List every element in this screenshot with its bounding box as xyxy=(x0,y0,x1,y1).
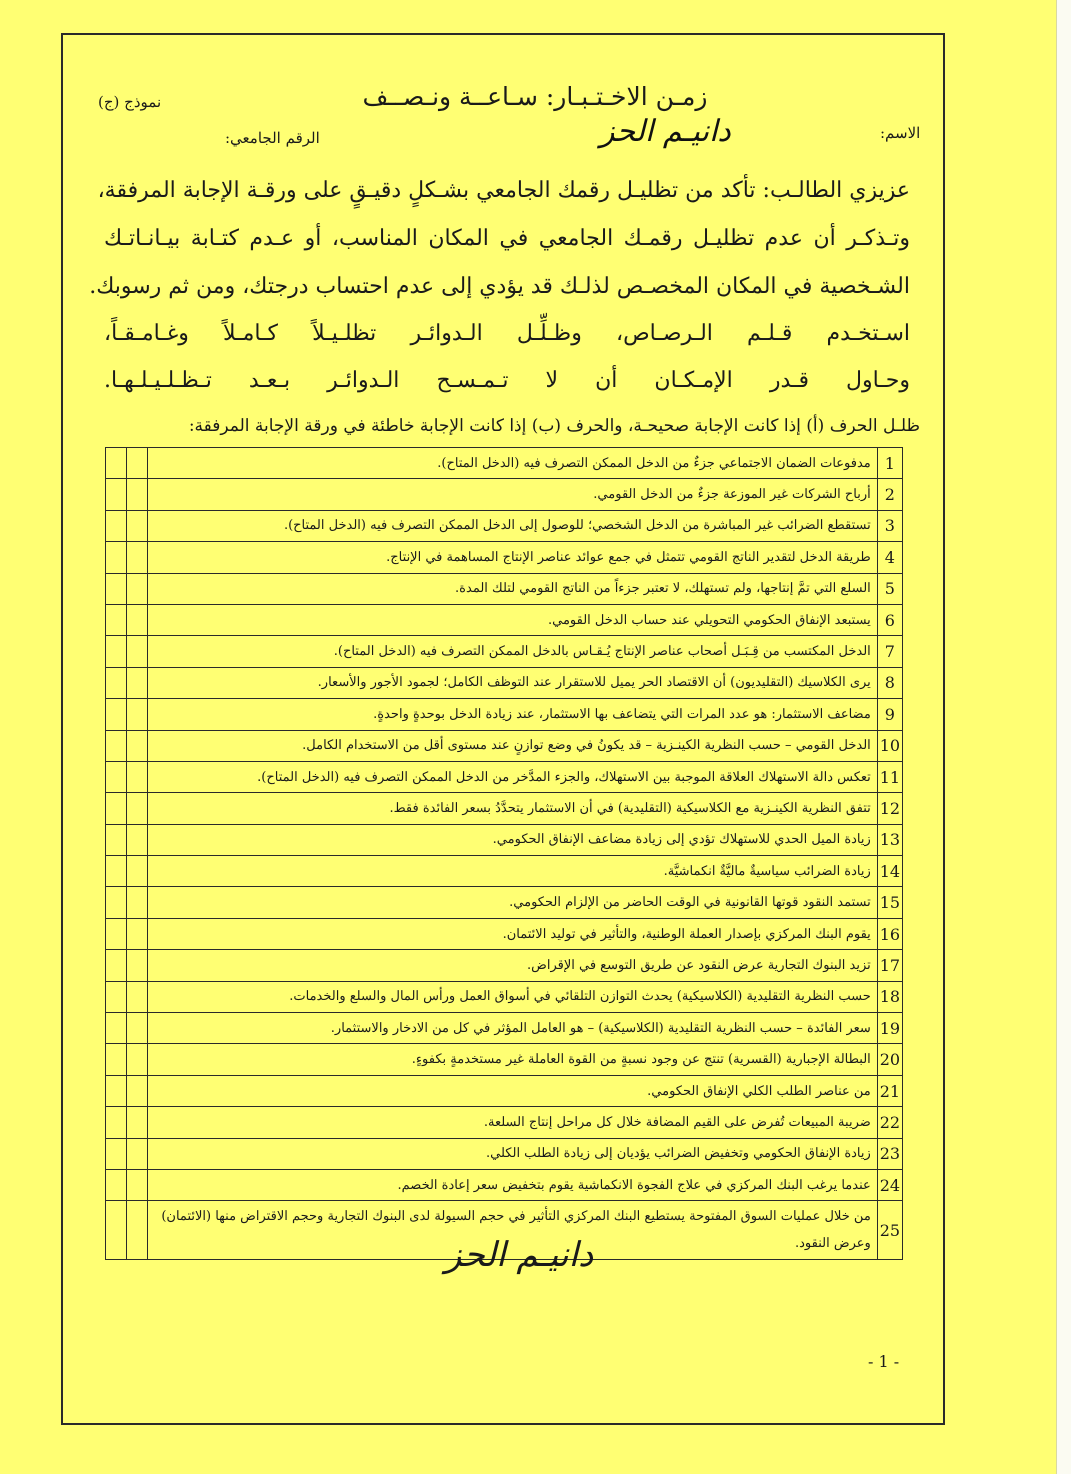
answer-cell-b xyxy=(106,1201,127,1260)
question-row xyxy=(106,479,903,510)
question-text: أرباح الشركات غير الموزعة جزءٌ من الدخل القومي. xyxy=(148,479,877,510)
answer-cell-b xyxy=(106,1075,127,1106)
question-row xyxy=(106,950,903,981)
question-row xyxy=(106,918,903,949)
answer-cell-b xyxy=(106,604,127,635)
question-row xyxy=(106,1044,903,1075)
question-text: زيادة الضرائب سياسيةٌ ماليَّةٌ انكماشيَّة. xyxy=(148,856,877,887)
exam-model-label: نموذج (ج) xyxy=(98,93,162,111)
question-text: من خلال عمليات السوق المفتوحة يستطيع البنك المركزي التأثير في حجم السيولة لدى البنوك التجارية وحجم الاقتراض منها (الائتمان) وعرض النقود. xyxy=(148,1201,877,1260)
answer-cell-b xyxy=(106,824,127,855)
question-row xyxy=(106,824,903,855)
question-row xyxy=(106,730,903,761)
answer-cell-b xyxy=(106,667,127,698)
answer-cell-b xyxy=(106,1107,127,1138)
question-number: 5 xyxy=(877,573,902,604)
answer-cell-b xyxy=(106,856,127,887)
answer-cell-a xyxy=(127,1107,148,1138)
question-text: تستقطع الضرائب غير المباشرة من الدخل الشخصي؛ للوصول إلى الدخل الممكن التصرف فيه (الدخل المتاح). xyxy=(148,510,877,541)
question-number: 16 xyxy=(877,918,902,949)
instructions-line-4: اسـتخـدم قـلـم الـرصـاص، وظـلِّـل الـدوائـر تظلـيـلاً كـامـلاً وغـامـقـاً، xyxy=(104,321,910,346)
question-row xyxy=(106,981,903,1012)
answer-instruction: ظلـل الحرف (أ) إذا كانت الإجابة صحيحـة، والحرف (ب) إذا كانت الإجابة خاطئة في ورقة الإجابة المرفقة: xyxy=(188,416,920,436)
university-id-label: الرقم الجامعي: xyxy=(225,129,320,147)
question-text: تستمد النقود قوتها القانونية في الوقت الحاضر من الإلزام الحكومي. xyxy=(148,887,877,918)
question-number: 10 xyxy=(877,730,902,761)
question-number: 20 xyxy=(877,1044,902,1075)
handwritten-name: دانيـم الحز xyxy=(600,114,731,149)
question-number: 13 xyxy=(877,824,902,855)
answer-cell-b xyxy=(106,448,127,479)
question-number: 15 xyxy=(877,887,902,918)
question-text: ضريبة المبيعات تُفرض على القيم المضافة خلال كل مراحل إنتاج السلعة. xyxy=(148,1107,877,1138)
question-text: البطالة الإجبارية (القسرية) تنتج عن وجود نسبةٍ من القوة العاملة غير مستخدمةٍ بكفوءٍ. xyxy=(148,1044,877,1075)
answer-cell-a xyxy=(127,918,148,949)
answer-cell-a xyxy=(127,730,148,761)
question-row xyxy=(106,542,903,573)
question-text: الدخل القومي – حسب النظرية الكينـزية – قد يكونُ في وضع توازنٍ عند مستوى أقل من الاستخدام الكامل. xyxy=(148,730,877,761)
question-row xyxy=(106,793,903,824)
question-text: عندما يرغب البنك المركزي في علاج الفجوة الانكماشية يقوم بتخفيض سعر إعادة الخصم. xyxy=(148,1169,877,1200)
answer-cell-b xyxy=(106,510,127,541)
question-text: الدخل المكتسب من قِـبَـل أصحاب عناصر الإنتاج يُـقـاس بالدخل الممكن التصرف فيه (الدخل المتاح). xyxy=(148,636,877,667)
question-number: 6 xyxy=(877,604,902,635)
question-number: 24 xyxy=(877,1169,902,1200)
question-text: يرى الكلاسيك (التقليديون) أن الاقتصاد الحر يميل للاستقرار عند التوظف الكامل؛ لجمود الأجور والأسعار. xyxy=(148,667,877,698)
question-number: 23 xyxy=(877,1138,902,1169)
answer-cell-a xyxy=(127,1075,148,1106)
question-row xyxy=(106,667,903,698)
page-edge-strip xyxy=(1056,0,1071,1474)
question-text: سعر الفائدة – حسب النظرية التقليدية (الكلاسيكية) – هو العامل المؤثر في كل من الادخار والاستثمار. xyxy=(148,1013,877,1044)
answer-cell-b xyxy=(106,887,127,918)
question-number: 12 xyxy=(877,793,902,824)
answer-cell-b xyxy=(106,573,127,604)
answer-cell-b xyxy=(106,918,127,949)
question-number: 22 xyxy=(877,1107,902,1138)
question-row xyxy=(106,1075,903,1106)
question-number: 17 xyxy=(877,950,902,981)
question-row xyxy=(106,510,903,541)
page-number: - 1 - xyxy=(868,1352,900,1371)
answer-cell-a xyxy=(127,824,148,855)
question-number: 1 xyxy=(877,448,902,479)
answer-cell-b xyxy=(106,981,127,1012)
answer-cell-b xyxy=(106,761,127,792)
question-number: 25 xyxy=(877,1201,902,1260)
answer-cell-a xyxy=(127,1044,148,1075)
answer-cell-a xyxy=(127,636,148,667)
question-text: مدفوعات الضمان الاجتماعي جزءٌ من الدخل الممكن التصرف فيه (الدخل المتاح). xyxy=(148,448,877,479)
question-number: 2 xyxy=(877,479,902,510)
question-text: السلع التي تمَّ إنتاجها، ولم تستهلك، لا تعتبر جزءاً من الناتج القومي لتلك المدة. xyxy=(148,573,877,604)
instructions-line-1: عزيزي الطالـب: تأكد من تظليـل رقمك الجامعي بشـكلٍ دقيـقٍ على ورقـة الإجابة المرفقة، xyxy=(97,178,910,203)
question-number: 21 xyxy=(877,1075,902,1106)
answer-cell-a xyxy=(127,793,148,824)
exam-duration-title: زمـن الاخـتـبـار: سـاعــة ونـصــف xyxy=(362,82,708,111)
answer-cell-b xyxy=(106,730,127,761)
answer-cell-b xyxy=(106,950,127,981)
question-text: طريقة الدخل لتقدير الناتج القومي تتمثل في جمع عوائد عناصر الإنتاج المساهمة في الإنتاج. xyxy=(148,542,877,573)
handwritten-signature: دانيـم الحز xyxy=(445,1235,594,1275)
answer-cell-a xyxy=(127,1138,148,1169)
question-row xyxy=(106,856,903,887)
question-number: 11 xyxy=(877,761,902,792)
answer-cell-a xyxy=(127,604,148,635)
question-row xyxy=(106,887,903,918)
answer-cell-a xyxy=(127,761,148,792)
question-number: 4 xyxy=(877,542,902,573)
question-text: حسب النظرية التقليدية (الكلاسيكية) يحدث التوازن التلقائي في أسواق العمل ورأس المال والسلع والخدمات. xyxy=(148,981,877,1012)
answer-cell-b xyxy=(106,699,127,730)
question-row xyxy=(106,1107,903,1138)
answer-cell-a xyxy=(127,479,148,510)
answer-cell-a xyxy=(127,1013,148,1044)
question-number: 3 xyxy=(877,510,902,541)
question-number: 9 xyxy=(877,699,902,730)
question-number: 8 xyxy=(877,667,902,698)
instructions-line-5: وحـاول قـدر الإمـكـان أن لا تـمـسـح الـدوائـر بـعـد تـظـلـيـلـهـا. xyxy=(104,368,910,393)
answer-cell-b xyxy=(106,1013,127,1044)
answer-cell-b xyxy=(106,479,127,510)
answer-cell-a xyxy=(127,573,148,604)
answer-cell-a xyxy=(127,1169,148,1200)
answer-cell-b xyxy=(106,1044,127,1075)
question-number: 19 xyxy=(877,1013,902,1044)
answer-cell-b xyxy=(106,542,127,573)
instructions-line-2: وتـذكـر أن عدم تظليـل رقمـك الجامعي في المكان المناسب، أو عـدم كتـابة بيـانـاتـك xyxy=(104,226,910,251)
question-number: 7 xyxy=(877,636,902,667)
answer-cell-a xyxy=(127,699,148,730)
question-text: زيادة الميل الحدي للاستهلاك تؤدي إلى زيادة مضاعف الإنفاق الحكومي. xyxy=(148,824,877,855)
answer-cell-a xyxy=(127,510,148,541)
answer-cell-b xyxy=(106,636,127,667)
answer-cell-a xyxy=(127,887,148,918)
question-row xyxy=(106,573,903,604)
question-row xyxy=(106,1013,903,1044)
answer-cell-a xyxy=(127,448,148,479)
question-number: 18 xyxy=(877,981,902,1012)
answer-cell-b xyxy=(106,793,127,824)
answer-cell-a xyxy=(127,950,148,981)
question-text: مضاعف الاستثمار: هو عدد المرات التي يتضاعف بها الاستثمار، عند زيادة الدخل بوحدةٍ واحدةٍ. xyxy=(148,699,877,730)
question-row xyxy=(106,1138,903,1169)
question-row xyxy=(106,1169,903,1200)
question-number: 14 xyxy=(877,856,902,887)
question-row xyxy=(106,699,903,730)
answer-cell-a xyxy=(127,981,148,1012)
question-row xyxy=(106,604,903,635)
question-text: يستبعد الإنفاق الحكومي التحويلي عند حساب الدخل القومي. xyxy=(148,604,877,635)
answer-cell-a xyxy=(127,856,148,887)
answer-cell-a xyxy=(127,1201,148,1260)
question-text: يقوم البنك المركزي بإصدار العملة الوطنية، والتأثير في توليد الائتمان. xyxy=(148,918,877,949)
question-text: زيادة الإنفاق الحكومي وتخفيض الضرائب يؤديان إلى زيادة الطلب الكلي. xyxy=(148,1138,877,1169)
question-row xyxy=(106,761,903,792)
question-text: تعكس دالة الاستهلاك العلاقة الموجبة بين الاستهلاك، والجزء المدَّخر من الدخل الممكن التصرف فيه (الدخل المتاح). xyxy=(148,761,877,792)
answer-cell-b xyxy=(106,1138,127,1169)
instructions-line-3: الشـخصية في المكان المخصـص لذلـك قد يؤدي إلى عدم احتساب درجتك، ومن ثم رسوبك. xyxy=(89,274,910,299)
question-text: من عناصر الطلب الكلي الإنفاق الحكومي. xyxy=(148,1075,877,1106)
answer-cell-a xyxy=(127,542,148,573)
answer-cell-b xyxy=(106,1169,127,1200)
questions-table xyxy=(105,447,903,1260)
question-row xyxy=(106,636,903,667)
question-row xyxy=(106,448,903,479)
question-text: تزيد البنوك التجارية عرض النقود عن طريق التوسع في الإقراض. xyxy=(148,950,877,981)
answer-cell-a xyxy=(127,667,148,698)
name-label: الاسم: xyxy=(880,124,921,142)
question-text: تتفق النظرية الكينـزية مع الكلاسيكية (التقليدية) في أن الاستثمار يتحدَّدُ بسعر الفائدة فقط. xyxy=(148,793,877,824)
